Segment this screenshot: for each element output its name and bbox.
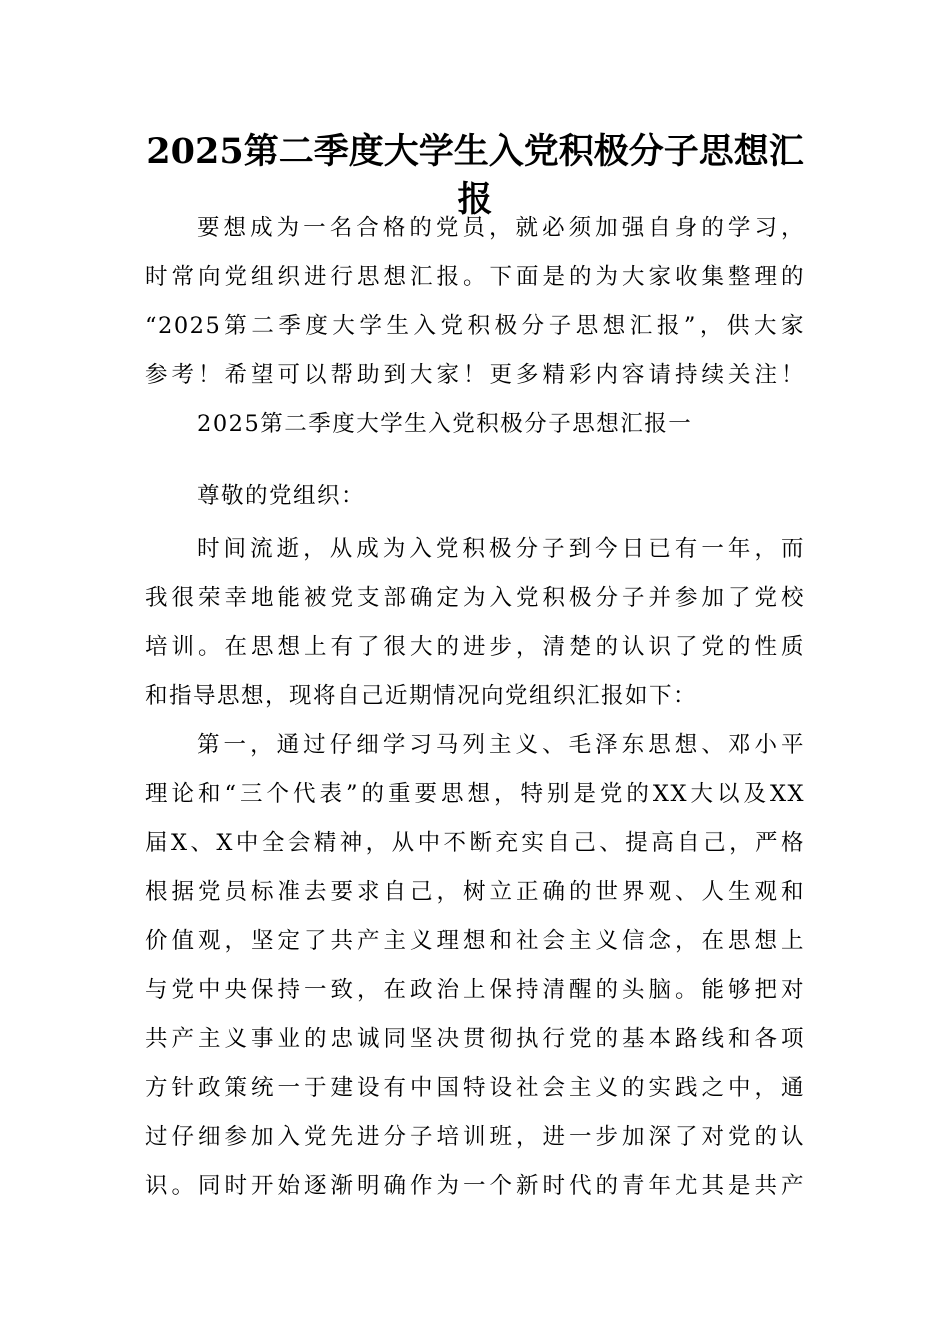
paragraph-line: 理论和“三个代表”的重要思想，特别是党的XX大以及XX — [145, 781, 805, 807]
paragraph-line: 培训。在思想上有了很大的进步，清楚的认识了党的性质 — [145, 634, 805, 660]
paragraph-line: 第一，通过仔细学习马列主义、毛泽东思想、邓小平 — [197, 732, 805, 758]
paragraph-line: 共产主义事业的忠诚同坚决贯彻执行党的基本路线和各项 — [145, 1026, 805, 1052]
paragraph-line: 价值观，坚定了共产主义理想和社会主义信念，在思想上 — [145, 928, 805, 954]
section-heading-text: 2025第二季度大学生入党积极分子思想汇报一 — [197, 411, 693, 437]
salutation — [145, 472, 805, 521]
paragraph-line: 根据党员标准去要求自己，树立正确的世界观、人生观和 — [145, 879, 805, 905]
intro-line: 时常向党组织进行思想汇报。下面是的为大家收集整理的 — [145, 264, 805, 290]
document-title-line-2: 报 — [457, 179, 493, 220]
intro-line: “2025第二季度大学生入党积极分子思想汇报”，供大家 — [145, 313, 805, 339]
paragraph-line: 和指导思想，现将自己近期情况向党组织汇报如下： — [145, 683, 698, 709]
paragraph-line: 与党中央保持一致，在政治上保持清醒的头脑。能够把对 — [145, 977, 805, 1003]
section-heading — [145, 400, 805, 449]
paragraph-line: 我很荣幸地能被党支部确定为入党积极分子并参加了党校 — [145, 585, 805, 611]
salutation-text: 尊敬的党组织： — [197, 483, 366, 509]
intro-line: 参考！希望可以帮助到大家！更多精彩内容请持续关注！ — [145, 362, 805, 388]
body-paragraph-2 — [145, 721, 805, 1211]
paragraph-line: 过仔细参加入党先进分子培训班，进一步加深了对党的认 — [145, 1124, 805, 1150]
paragraph-line: 届X、X中全会精神，从中不断充实自己、提高自己，严格 — [145, 830, 805, 856]
intro-line: 要想成为一名合格的党员，就必须加强自身的学习， — [197, 215, 805, 241]
body-paragraph-1 — [145, 525, 805, 721]
paragraph-line: 识。同时开始逐渐明确作为一个新时代的青年尤其是共产 — [145, 1173, 805, 1199]
paragraph-line: 方针政策统一于建设有中国特设社会主义的实践之中，通 — [145, 1075, 805, 1101]
paragraph-line: 时间流逝，从成为入党积极分子到今日已有一年，而 — [197, 536, 805, 562]
document-title-line-1: 2025第二季度大学生入党积极分子思想汇 — [146, 131, 804, 172]
intro-paragraph — [145, 204, 805, 400]
